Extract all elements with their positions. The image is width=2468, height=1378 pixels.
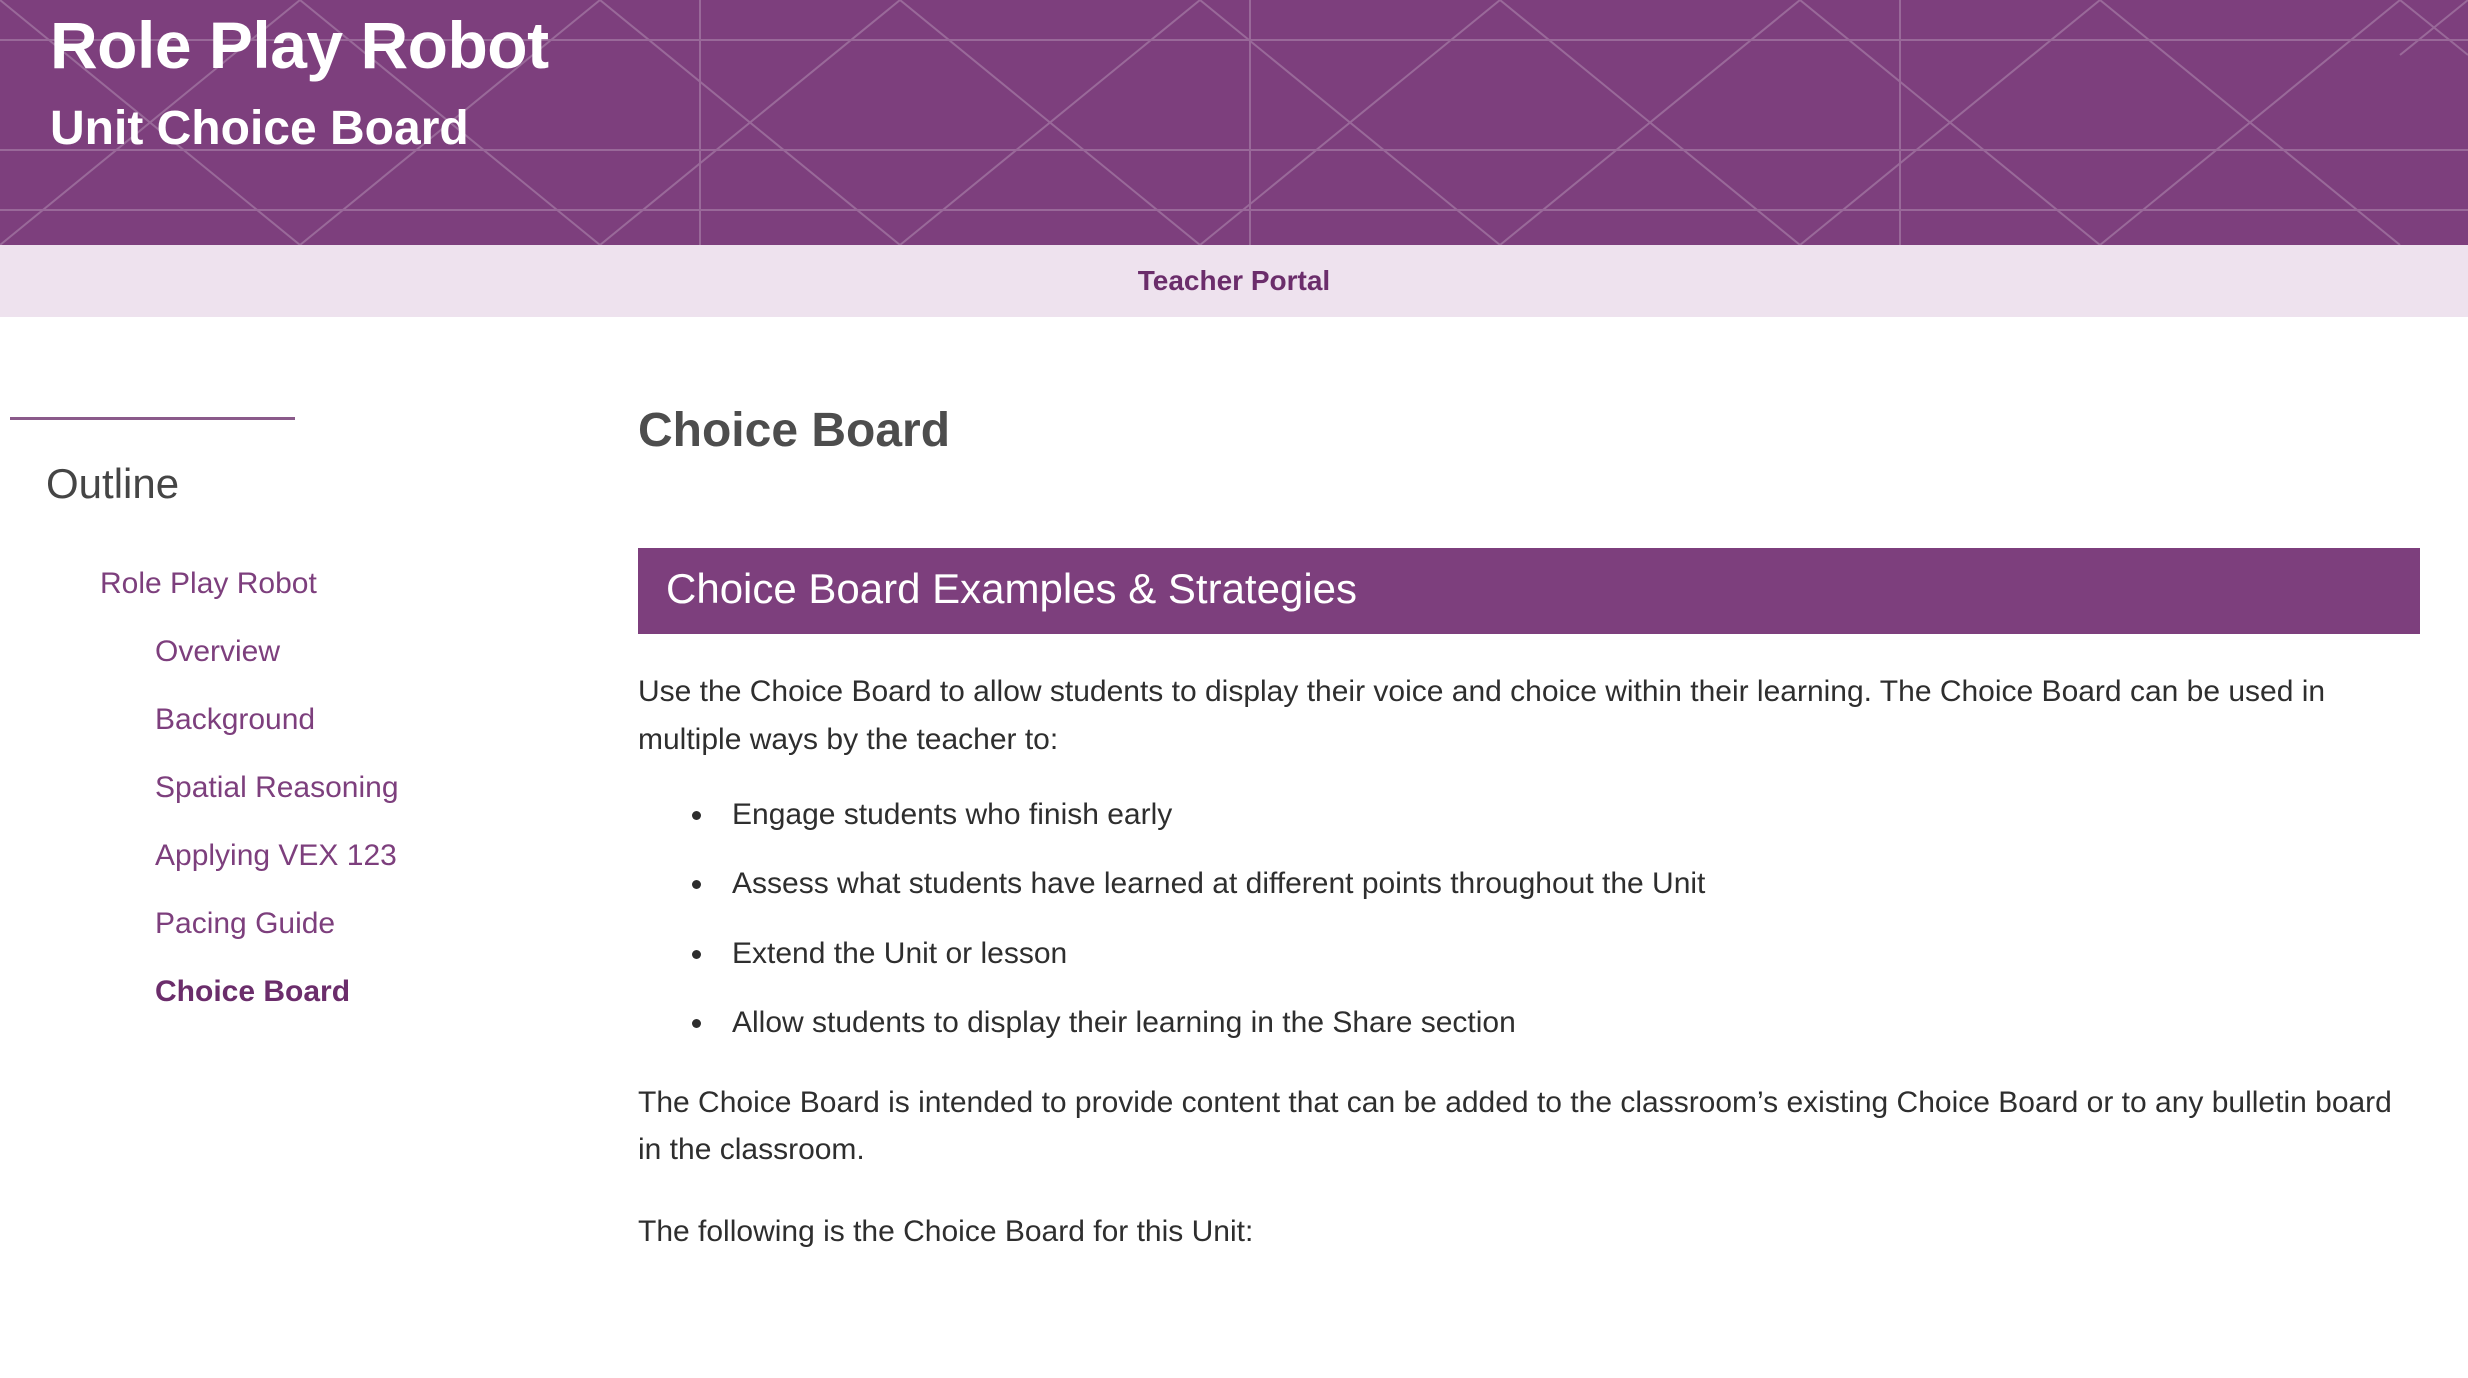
main-content (620, 317, 2468, 1255)
usage-bullet-list (638, 793, 2420, 1045)
page-body (0, 317, 2468, 1255)
teacher-portal-label: Teacher Portal (1137, 265, 1331, 296)
page-banner (0, 0, 2468, 245)
intent-paragraph: The Choice Board is intended to provide content that can be added to the classroom’s existing Choice Board or to any bulletin board in the classroom. (638, 1085, 2392, 1167)
sidebar-item-pacing-guide[interactable]: Pacing Guide (155, 907, 336, 940)
list-item: • Extend the Unit or lesson (716, 932, 2420, 976)
outline-list (0, 550, 620, 1026)
banner-subtitle: Unit Choice Board (50, 101, 469, 155)
sidebar-item-role-play-robot[interactable]: Role Play Robot (100, 567, 317, 600)
sidebar-item-overview[interactable]: Overview (155, 635, 281, 668)
list-item: • Allow students to display their learning in the Share section (716, 1001, 2420, 1045)
teacher-portal-bar[interactable] (0, 245, 2468, 317)
sidebar-item-applying-vex-123[interactable]: Applying VEX 123 (155, 839, 397, 872)
outline-heading: Outline (46, 460, 180, 507)
sidebar-item-choice-board[interactable]: Choice Board (155, 975, 351, 1008)
page-title: Choice Board (638, 404, 951, 457)
list-item: • Assess what students have learned at different points throughout the Unit (716, 862, 2420, 906)
outline-sidebar (0, 317, 620, 1026)
sidebar-divider (10, 417, 295, 420)
following-paragraph: The following is the Choice Board for this Unit: (638, 1214, 1254, 1248)
intro-paragraph: Use the Choice Board to allow students to display their voice and choice within their learning. The Choice Board can be used in multiple ways by the teacher to: (638, 675, 2326, 756)
list-item: • Engage students who finish early (716, 793, 2420, 837)
sidebar-item-background[interactable]: Background (155, 703, 316, 736)
banner-title: Role Play Robot (50, 8, 549, 82)
sidebar-item-spatial-reasoning[interactable]: Spatial Reasoning (155, 771, 399, 804)
banner-text-block (0, 0, 2468, 157)
choice-board-callout-header: Choice Board Examples & Strategies (638, 548, 2420, 634)
